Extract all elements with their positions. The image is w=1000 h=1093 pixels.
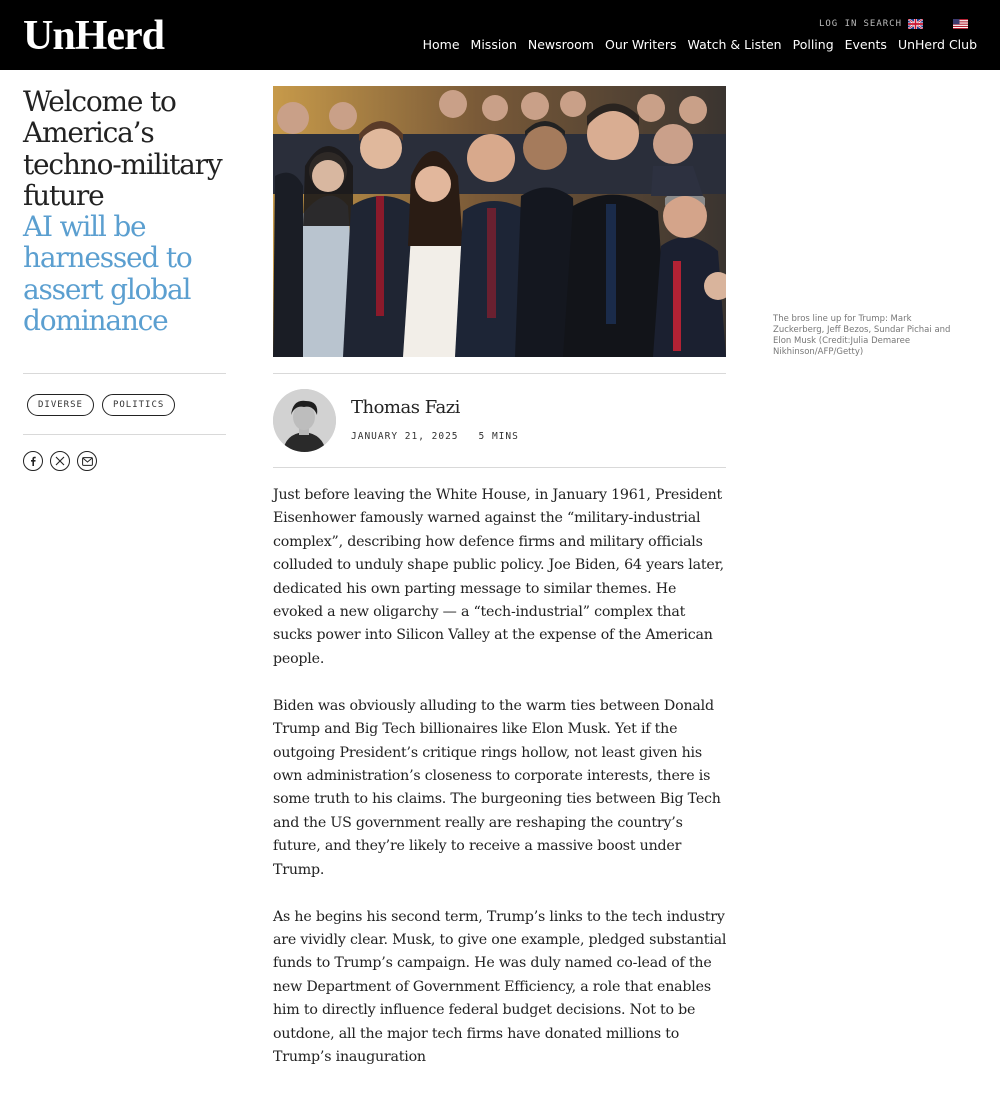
divider: [23, 434, 226, 435]
author-avatar[interactable]: [273, 389, 336, 452]
author-name[interactable]: Thomas Fazi: [351, 397, 460, 418]
image-caption: The bros line up for Trump: Mark Zuckerberg, Jeff Bezos, Sundar Pichai and Elon Musk (Credit:Julia Demaree Nikhinson/AFP/Getty): [773, 314, 951, 357]
site-header: [0, 0, 1000, 70]
nav-our-writers[interactable]: Our Writers: [605, 37, 677, 52]
article-subtitle: AI will be harnessed to assert global dominance: [23, 210, 192, 338]
article-title: Welcome to America’s techno-military future: [23, 85, 222, 212]
nav-events[interactable]: Events: [844, 37, 887, 52]
email-share-button[interactable]: [77, 451, 97, 471]
paragraph: Just before leaving the White House, in January 1961, President Eisenhower famously warned against the “military-industrial complex”, describing how defence firms and military officials colluded to unduly shape public policy. Joe Biden, 64 years later, dedicated his own parting message to similar themes. He evoked a new oligarchy — a “tech-industrial” complex that sucks power into Silicon Valley at the expense of the American people.: [273, 487, 724, 667]
divider: [273, 373, 726, 374]
share-buttons: [23, 451, 97, 471]
uk-flag-icon[interactable]: [908, 19, 923, 29]
facebook-share-button[interactable]: [23, 451, 43, 471]
nav-watch-listen[interactable]: Watch & Listen: [687, 37, 782, 52]
divider: [23, 373, 226, 374]
paragraph: As he begins his second term, Trump’s links to the tech industry are vividly clear. Musk, to give one example, pledged substantial funds to Trump’s campaign. He was duly named co-lead of the new Department of Government Efficiency, a role that enables him to directly influence federal budget decisions. Not to be outdone, all the major tech firms have donated millions to Trump’s inauguration: [273, 908, 727, 1065]
x-share-button[interactable]: [50, 451, 70, 471]
tag-diverse[interactable]: DIVERSE: [27, 394, 94, 416]
nav-newsroom[interactable]: Newsroom: [527, 37, 594, 52]
search-link[interactable]: SEARCH: [863, 19, 902, 29]
login-link[interactable]: LOG IN: [818, 19, 858, 29]
paragraph: Biden was obviously alluding to the warm ties between Donald Trump and Big Tech billionaires like Elon Musk. Yet if the outgoing President’s critique rings hollow, not least given his own administration’s closeness to corporate interests, there is some truth to his claims. The burgeoning ties between Big Tech and the US government really are reshaping the country’s future, and they’re likely to receive a massive boost under Trump.: [273, 697, 721, 878]
main-nav: [423, 37, 977, 52]
facebook-icon: [28, 456, 38, 466]
x-icon: [55, 456, 65, 466]
article-headline: [23, 86, 233, 336]
tag-list: [27, 394, 175, 416]
article-body: [273, 484, 728, 1093]
article-meta: [351, 431, 519, 442]
author-portrait: [273, 389, 336, 452]
nav-home[interactable]: Home: [422, 37, 460, 52]
unherd-logo[interactable]: UnHerd: [23, 13, 164, 59]
nav-unherd-club[interactable]: UnHerd Club: [897, 37, 977, 52]
nav-polling[interactable]: Polling: [792, 37, 834, 52]
email-icon: [82, 457, 93, 466]
read-time: 5 MINS: [478, 431, 519, 442]
tag-politics[interactable]: POLITICS: [102, 394, 175, 416]
us-flag-icon[interactable]: [953, 19, 968, 29]
hero-image: [273, 86, 726, 357]
publish-date: JANUARY 21, 2025: [351, 431, 459, 442]
divider: [273, 467, 726, 468]
group-photo: [273, 86, 726, 357]
utility-bar: [819, 19, 968, 29]
nav-mission[interactable]: Mission: [470, 37, 517, 52]
